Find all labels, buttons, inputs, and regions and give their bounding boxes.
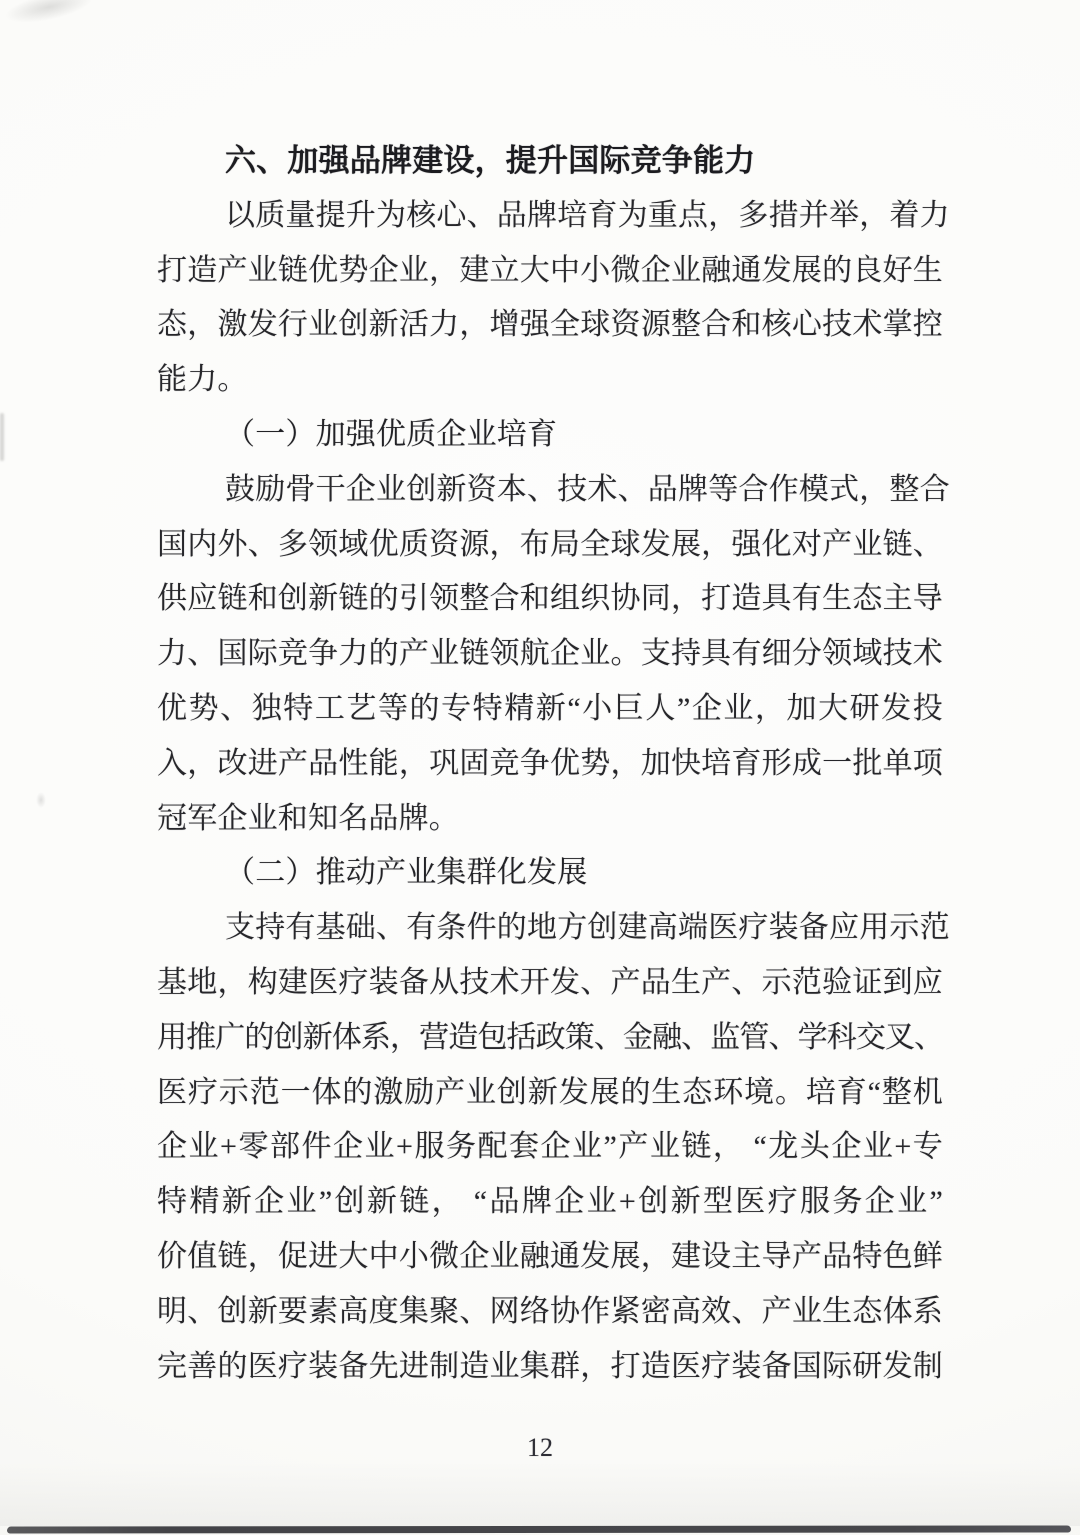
body-line: 价值链，促进大中小微企业融通发展，建设主导产品特色鲜	[157, 1239, 943, 1273]
subsection-heading-1: （一）加强优质企业培育	[225, 417, 558, 451]
body-line: 支持有基础、有条件的地方创建高端医疗装备应用示范	[225, 911, 950, 945]
body-line: 以质量提升为核心、品牌培育为重点，多措并举，着力	[225, 198, 950, 232]
body-line: 医疗示范一体的激励产业创新发展的生态环境。培育“整机	[157, 1075, 943, 1109]
body-line: 特精新企业”创新链， “品牌企业+创新型医疗服务企业”	[157, 1185, 943, 1219]
body-line: 能力。	[157, 363, 248, 397]
body-line: 态，激发行业创新活力，增强全球资源整合和核心技术掌控	[157, 308, 943, 342]
scanner-edge-strip	[7, 1525, 1071, 1533]
body-line: 国内外、多领域优质资源，布局全球发展，强化对产业链、	[157, 527, 943, 561]
body-line: 打造产业链优势企业，建立大中小微企业融通发展的良好生	[157, 253, 943, 287]
scan-smudge-top-left	[2, 0, 95, 29]
body-line: 基地，构建医疗装备从技术开发、产品生产、示范验证到应	[157, 965, 943, 999]
scan-mark-left-edge	[0, 413, 4, 461]
body-line: 鼓励骨干企业创新资本、技术、品牌等合作模式，整合	[225, 472, 950, 506]
text-column	[157, 134, 950, 1394]
body-line: 企业+零部件企业+服务配套企业”产业链， “龙头企业+专	[157, 1130, 943, 1164]
scan-bottom-shade	[0, 1462, 1080, 1526]
scan-smudge-mid-left	[36, 792, 46, 808]
body-line: 供应链和创新链的引领整合和组织协同，打造具有生态主导	[157, 582, 943, 616]
body-line: 冠军企业和知名品牌。	[157, 801, 459, 835]
body-line: 优势、独特工艺等的专特精新“小巨人”企业，加大研发投	[157, 691, 943, 725]
page-number: 12	[527, 1433, 553, 1462]
body-line: 入，改进产品性能，巩固竞争优势，加快培育形成一批单项	[157, 746, 943, 780]
body-line: 完善的医疗装备先进制造业集群，打造医疗装备国际研发制	[157, 1349, 943, 1383]
body-line: 明、创新要素高度集聚、网络协作紧密高效、产业生态体系	[157, 1294, 943, 1328]
body-line: 力、国际竞争力的产业链领航企业。支持具有细分领域技术	[157, 637, 943, 671]
section-heading: 六、加强品牌建设，提升国际竞争能力	[225, 143, 756, 178]
subsection-heading-2: （二）推动产业集群化发展	[225, 856, 588, 890]
body-line: 用推广的创新体系，营造包括政策、金融、监管、学科交叉、	[157, 1020, 943, 1054]
